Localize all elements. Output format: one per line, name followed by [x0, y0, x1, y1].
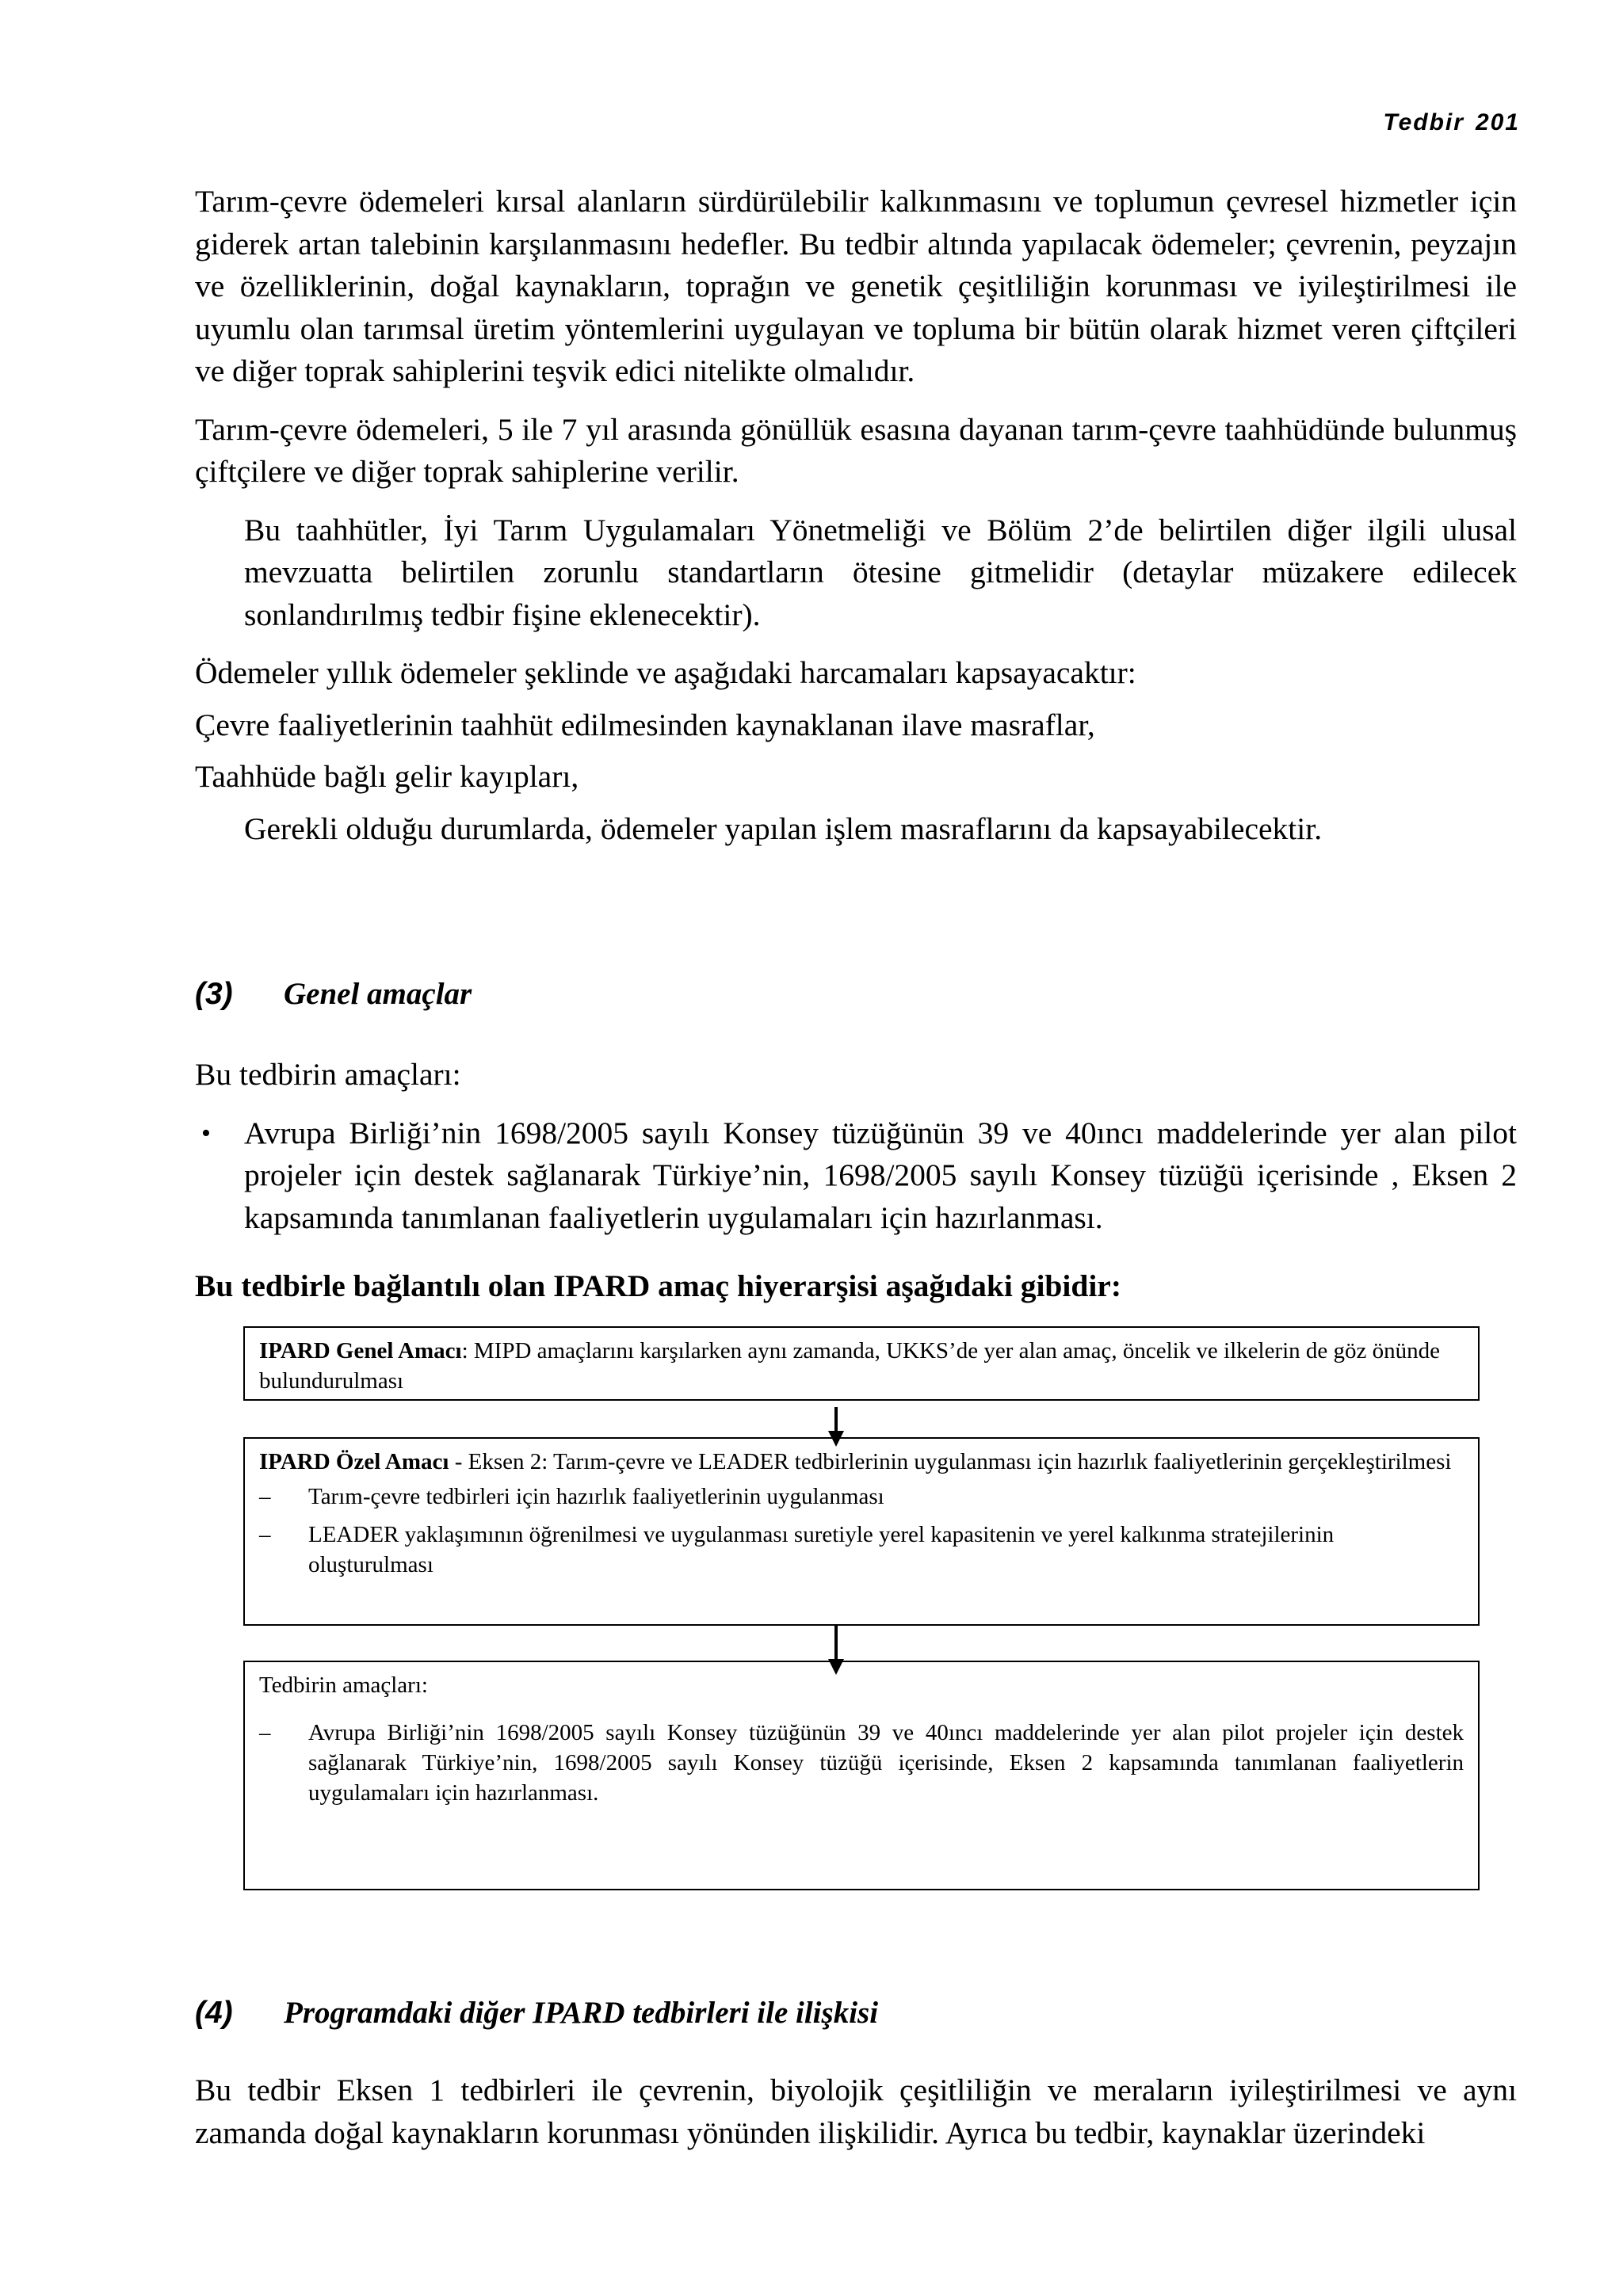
- section-4-text: Bu tedbir Eksen 1 tedbirleri ile çevrenin, biyolojik çeşitliliğin ve meraların iyileştirilmesi ve aynı zamanda doğal kaynakların korunması yönünden ilişkilidir. Ayrıca bu tedbir, kaynaklar üzerindeki: [195, 2073, 1517, 2150]
- general-objective-label: IPARD Genel Amacı: [259, 1338, 462, 1363]
- specific-item-2-text: LEADER yaklaşımının öğrenilmesi ve uygulanması suretiyle yerel kapasitenin ve yerel kalkınma stratejilerinin oluşturulması: [308, 1522, 1335, 1577]
- paragraph-3: Bu taahhütler, İyi Tarım Uygulamaları Yönetmeliği ve Bölüm 2’de belirtilen diğer ilgili ulusal mevzuatta belirtilen zorunlu standartların ötesine gitmelidir (detaylar müzakere edilecek sonlandırılmış tedbir fişine eklenecektir).: [244, 512, 1517, 632]
- section-3-title: Genel amaçlar: [284, 977, 472, 1011]
- bullet-item: [195, 1112, 1517, 1240]
- specific-item-2: [259, 1520, 1464, 1580]
- bullet-icon: •: [201, 1118, 211, 1148]
- section-4-number: (4): [195, 1996, 233, 2030]
- specific-objective-box: [243, 1437, 1480, 1626]
- measure-objective-label: Tedbirin amaçları:: [259, 1672, 428, 1698]
- section-3-body: [195, 1054, 1517, 1239]
- paragraph-7: Gerekli olduğu durumlarda, ödemeler yapılan işlem masraflarını da kapsayabilecektir.: [244, 810, 1323, 846]
- paragraph-4: Ödemeler yıllık ödemeler şeklinde ve aşağıdaki harcamaları kapsayacaktır:: [195, 655, 1136, 690]
- paragraph-1: Tarım-çevre ödemeleri kırsal alanların sürdürülebilir kalkınmasını ve toplumun çevresel hizmetler için giderek artan talebinin karşılanmasını hedefler. Bu tedbir altında yapılacak ödemeler; çevrenin, peyzajın ve özelliklerinin, doğal kaynakların, toprağın ve genetik çeşitliliğin korunması ve iyileştirilmesi ile uyumlu olan tarımsal üretim yöntemlerini uygulayan ve topluma bir bütün olarak hizmet veren çiftçileri ve diğer toprak sahiplerini teşvik edici nitelikte olmalıdır.: [195, 184, 1517, 388]
- page-header: [1383, 109, 1520, 136]
- section-3-heading: [195, 976, 472, 1012]
- paragraph-6: Taahhüde bağlı gelir kayıpları,: [195, 759, 579, 794]
- bullet-text: Avrupa Birliği’nin 1698/2005 sayılı Konsey tüzüğünün 39 ve 40ıncı maddelerinde yer alan pilot projeler için destek sağlanarak Türkiye’nin, 1698/2005 sayılı Konsey tüzüğü içerisinde , Eksen 2 kapsamında tanımlanan faaliyetlerin uygulamaları için hazırlanması.: [244, 1115, 1517, 1235]
- header-label: Tedbir: [1383, 109, 1465, 135]
- dash-icon: –: [259, 1522, 271, 1547]
- dash-icon: –: [259, 1720, 271, 1745]
- section-3-intro: Bu tedbirin amaçları:: [195, 1057, 461, 1092]
- section-4-title: Programdaki diğer IPARD tedbirleri ile ilişkisi: [284, 1996, 879, 2030]
- measure-item: [259, 1718, 1464, 1808]
- general-objective-text: : MIPD amaçlarını karşılarken aynı zamanda, UKKS’de yer alan amaç, öncelik ve ilkelerin de göz önünde bulundurulması: [259, 1338, 1441, 1394]
- specific-item-1-text: Tarım-çevre tedbirleri için hazırlık faaliyetlerinin uygulanması: [308, 1484, 884, 1509]
- arrow-down-icon: [834, 1626, 838, 1661]
- specific-objective-text: - Eksen 2: Tarım-çevre ve LEADER tedbirlerinin uygulanması için hazırlık faaliyetlerinin gerçekleştirilmesi: [449, 1449, 1452, 1474]
- dash-icon: –: [259, 1484, 271, 1509]
- measure-objective-box: [243, 1661, 1480, 1890]
- measure-item-text: Avrupa Birliği’nin 1698/2005 sayılı Konsey tüzüğünün 39 ve 40ıncı maddelerinde yer alan pilot projeler için destek sağlanarak Türkiye’nin, 1698/2005 sayılı Konsey tüzüğü içerisinde, Eksen 2 kapsamında tanımlanan faaliyetlerin uygulamaları için hazırlanması.: [308, 1720, 1464, 1806]
- paragraph-5: Çevre faaliyetlerinin taahhüt edilmesinden kaynaklanan ilave masraflar,: [195, 707, 1095, 742]
- hierarchy-heading: Bu tedbirle bağlantılı olan IPARD amaç hiyerarşisi aşağıdaki gibidir:: [195, 1268, 1121, 1303]
- arrow-down-icon: [834, 1407, 838, 1431]
- body-text: [195, 181, 1517, 850]
- section-4-body: [195, 2069, 1517, 2154]
- section-3-number: (3): [195, 977, 233, 1011]
- section-4-heading: [195, 1995, 878, 2031]
- paragraph-2: Tarım-çevre ödemeleri, 5 ile 7 yıl arasında gönüllük esasına dayanan tarım-çevre taahhüdünde bulunmuş çiftçilere ve diğer toprak sahiplerine verilir.: [195, 411, 1517, 489]
- specific-objective-label: IPARD Özel Amacı: [259, 1449, 449, 1474]
- specific-item-1: [259, 1482, 1464, 1512]
- page-number: 201: [1475, 109, 1520, 135]
- general-objective-box: [243, 1326, 1480, 1401]
